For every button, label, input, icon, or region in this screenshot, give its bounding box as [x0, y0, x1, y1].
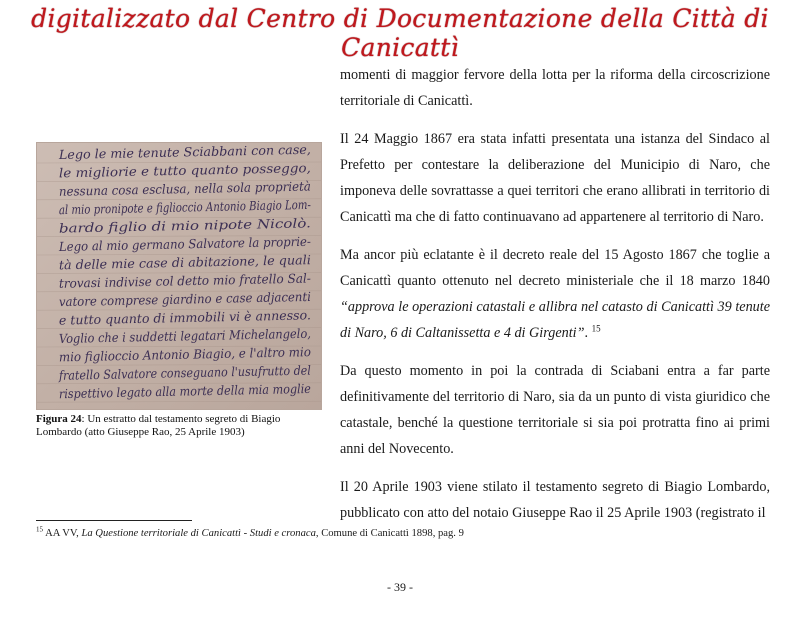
- handwriting-line: nessuna cosa esclusa, nella sola proprietà: [58, 178, 326, 199]
- handwriting-line: vatore comprese giardino e case adjacenti: [58, 288, 328, 310]
- handwriting-line: mio figlioccio Antonio Biagio, e l'altro mio: [58, 343, 326, 365]
- header-title: digitalizzato dal Centro di Documentazione della Città di Canicattì: [31, 4, 769, 62]
- handwriting-line: rispettivo legato alla morte della mia moglie: [58, 380, 341, 402]
- paragraph-3-start: Ma ancor più eclatante è il decreto reale del 15 Agosto 1867 che toglie a Canicattì quanto ottenuto nel decreto ministeriale che il 18 marzo 1840: [340, 247, 770, 289]
- handwriting-line: fratello Salvatore conseguano l'usufrutto del: [58, 361, 343, 383]
- handwriting-line: bardo figlio di mio nipote Nicolò.: [58, 216, 268, 236]
- handwriting-line: Lego le mie tenute Sciabbani con case,: [58, 141, 308, 162]
- body-text: [340, 62, 770, 538]
- handwriting-line: tà delle mie case di abitazione, le quali: [58, 252, 306, 273]
- paragraph-3: [340, 242, 770, 346]
- footnote: [36, 527, 776, 540]
- testament-image: [36, 141, 370, 410]
- footnote-book-title: La Questione territoriale di Canicattì - Studi e cronaca: [81, 528, 316, 539]
- footnote-number: 15: [36, 525, 43, 534]
- page-number: - 39 -: [387, 580, 413, 594]
- handwriting-line: trovasi indivise col detto mio fratello Sal-: [58, 270, 321, 291]
- footnote-separator: [36, 520, 192, 521]
- handwriting-line: le migliorie e tutto quanto posseggo,: [58, 160, 293, 181]
- figure-label: Figura 24: [36, 413, 82, 425]
- paragraph-5: Il 20 Aprile 1903 viene stilato il testamento segreto di Biagio Lombardo, pubblicato con atto del notaio Giuseppe Rao il 25 Aprile 1903 (registrato il: [340, 479, 770, 521]
- handwriting-line: Lego al mio germano Salvatore la proprie-: [58, 233, 329, 254]
- paragraph-4: Da questo momento in poi la contrada di Sciabani entra a far parte definitivamente del territorio di Naro, sia da un punto di vista giuridico che catastale, benché la questione territoriale si sia poi protratta fino ai primi anni del Novecento.: [340, 363, 770, 457]
- figure-caption-text: : Un estratto dal testamento segreto di Biagio Lombardo (atto Giuseppe Rao, 25 Aprile 1903): [36, 413, 281, 438]
- paragraph-3-end: .: [584, 325, 589, 341]
- paragraph-1: momenti di maggior fervore della lotta per la riforma della circoscrizione territoriale di Canicattì.: [340, 67, 770, 109]
- decree-quote: “approva le operazioni catastali e allibra nel catasto di Canicattì 39 tenute di Naro, 6 di Caltanissetta e 4 di Girgenti”: [340, 299, 770, 341]
- handwriting-line: e tutto quanto di immobili vi è annesso.: [58, 307, 310, 328]
- testament-handwriting: [37, 141, 370, 409]
- figure-caption: [36, 413, 326, 439]
- footnote-text-a: AA VV,: [43, 528, 82, 539]
- footnote-text-b: , Comune di Canicattì 1898, pag. 9: [315, 528, 464, 539]
- footnote-ref[interactable]: 15: [591, 323, 601, 334]
- paragraph-2: Il 24 Maggio 1867 era stata infatti presentata una istanza del Sindaco al Prefetto per contestare la deliberazione del Municipio di Naro, che imponeva delle sovrattasse a quei territori che erano allibrati in territorio di Canicattì ma che di fatto continuavano ad appartenere al territorio di Naro.: [340, 131, 770, 225]
- handwriting-line: Voglio che i suddetti legatari Michelangelo,: [58, 325, 336, 346]
- handwriting-line: al mio pronipote e figlioccio Antonio Biagio Lom-: [58, 195, 370, 218]
